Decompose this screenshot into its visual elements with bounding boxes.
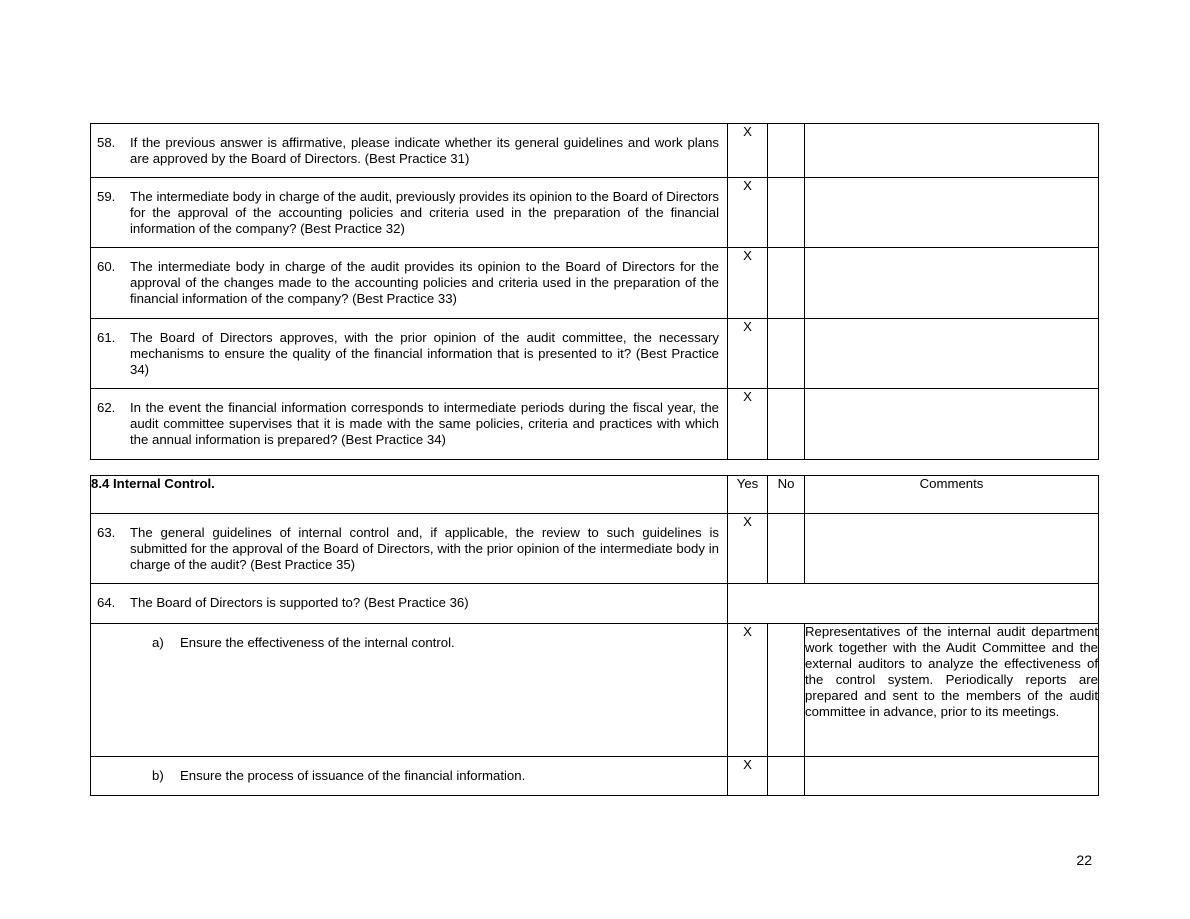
sub-question-letter: a) bbox=[152, 635, 164, 650]
comment-cell bbox=[805, 248, 1099, 319]
question-cell bbox=[91, 584, 728, 624]
question-text: The general guidelines of internal control and, if applicable, the review to such guidelines is submitted for the approval of the Board of Directors, with the prior opinion of the intermediate body in charge of the audit? (Best Practice 35) bbox=[130, 525, 719, 572]
no-header: No bbox=[768, 476, 805, 514]
comment-cell bbox=[805, 389, 1099, 460]
table-row bbox=[91, 248, 1099, 319]
comment-cell bbox=[805, 124, 1099, 178]
question-cell bbox=[91, 178, 728, 248]
question-cell bbox=[91, 124, 728, 178]
no-cell bbox=[768, 319, 805, 389]
comment-cell bbox=[805, 514, 1099, 584]
no-cell bbox=[768, 757, 805, 796]
no-cell bbox=[768, 178, 805, 248]
table-row bbox=[91, 624, 1099, 757]
comment-cell bbox=[805, 319, 1099, 389]
yes-cell: X bbox=[728, 124, 768, 178]
comments-header: Comments bbox=[805, 476, 1099, 514]
sub-question-cell bbox=[91, 624, 728, 757]
table-row bbox=[91, 514, 1099, 584]
question-number: 59. bbox=[97, 189, 116, 204]
sub-question-cell bbox=[91, 757, 728, 796]
comment-cell bbox=[805, 178, 1099, 248]
question-number: 60. bbox=[97, 259, 116, 274]
question-text: In the event the financial information corresponds to intermediate periods during the fiscal year, the audit committee supervises that it is made with the same policies, criteria and practices with which the annual information is prepared? (Best Practice 34) bbox=[130, 400, 719, 447]
comment-cell bbox=[805, 757, 1099, 796]
yes-header: Yes bbox=[728, 476, 768, 514]
table-row bbox=[91, 124, 1099, 178]
merged-empty-cell bbox=[728, 584, 1099, 624]
question-number: 58. bbox=[97, 135, 116, 150]
table-row bbox=[91, 178, 1099, 248]
yes-cell: X bbox=[728, 624, 768, 757]
question-cell bbox=[91, 319, 728, 389]
yes-cell: X bbox=[728, 178, 768, 248]
question-cell bbox=[91, 514, 728, 584]
yes-cell: X bbox=[728, 389, 768, 460]
section-title: 8.4 Internal Control. bbox=[91, 476, 728, 514]
table-row bbox=[91, 319, 1099, 389]
no-cell bbox=[768, 124, 805, 178]
table-row bbox=[91, 757, 1099, 796]
question-number: 64. bbox=[97, 595, 116, 610]
internal-control-table bbox=[90, 475, 1099, 796]
question-number: 61. bbox=[97, 330, 116, 345]
question-text: The intermediate body in charge of the audit, previously provides its opinion to the Board of Directors for the approval of the accounting policies and criteria used in the preparation of the financial information of the company? (Best Practice 32) bbox=[130, 189, 719, 236]
question-text: The Board of Directors is supported to? (Best Practice 36) bbox=[130, 595, 469, 610]
question-cell bbox=[91, 248, 728, 319]
question-cell bbox=[91, 389, 728, 460]
yes-cell: X bbox=[728, 319, 768, 389]
question-text: If the previous answer is affirmative, please indicate whether its general guidelines and work plans are approved by the Board of Directors. (Best Practice 31) bbox=[130, 135, 719, 166]
comment-cell: Representatives of the internal audit department work together with the Audit Committee and the external auditors to analyze the effectiveness of the control system. Periodically reports are prepared and sent to the members of the audit committee in advance, prior to its meetings. bbox=[805, 624, 1099, 757]
yes-cell: X bbox=[728, 757, 768, 796]
no-cell bbox=[768, 389, 805, 460]
page-number: 22 bbox=[1076, 852, 1092, 868]
yes-cell: X bbox=[728, 514, 768, 584]
sub-question-text: Ensure the effectiveness of the internal control. bbox=[180, 635, 455, 650]
table-row bbox=[91, 584, 1099, 624]
no-cell bbox=[768, 514, 805, 584]
yes-cell: X bbox=[728, 248, 768, 319]
question-text: The Board of Directors approves, with the prior opinion of the audit committee, the necessary mechanisms to ensure the quality of the financial information that is presented to it? (Best Practice 34) bbox=[130, 330, 719, 377]
question-number: 62. bbox=[97, 400, 116, 415]
table-row bbox=[91, 389, 1099, 460]
question-number: 63. bbox=[97, 525, 116, 540]
sub-question-text: Ensure the process of issuance of the financial information. bbox=[180, 768, 526, 783]
best-practices-table bbox=[90, 123, 1099, 460]
no-cell bbox=[768, 248, 805, 319]
no-cell bbox=[768, 624, 805, 757]
sub-question-letter: b) bbox=[152, 768, 164, 783]
question-text: The intermediate body in charge of the audit provides its opinion to the Board of Directors for the approval of the changes made to the accounting policies and criteria used in the preparation of the financial information of the company? (Best Practice 33) bbox=[130, 259, 719, 306]
table-header-row bbox=[91, 476, 1099, 514]
